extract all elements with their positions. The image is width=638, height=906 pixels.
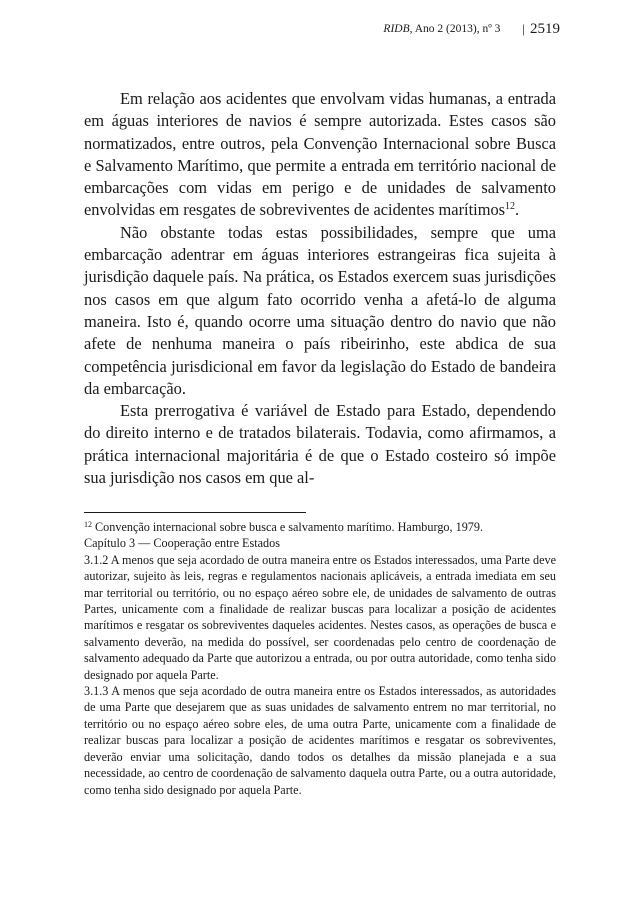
paragraph-2: Não obstante todas estas possibilidades, sempre que uma embarcação adentrar em águas interiores estrangeiras fica sujeita à jurisdição daquele país. Na prática, os Estados exercem suas jurisdições nos casos em que algum fato ocorrido venha a afetá-lo de alguma maneira. Isto é, quando ocorre uma situação dentro do navio que não afete de nenhuma maneira o país ribeirinho, este abdica de sua competência jurisdicional em favor da legislação do Estado de bandeira da embarcação. (84, 222, 556, 398)
journal-abbreviation: RIDB (383, 23, 410, 35)
footnote-separator (84, 512, 306, 513)
journal-citation (383, 23, 500, 35)
paragraph-1-end: . (515, 200, 520, 220)
journal-issue: , Ano 2 (2013), nº 3 (409, 23, 501, 35)
footnote-title: Convenção internacional sobre busca e salvamento marítimo. Hamburgo, 1979. (92, 520, 484, 534)
header-separator: | (522, 21, 525, 36)
paragraph-1-text: Em relação aos acidentes que envolvam vidas humanas, a entrada em águas interiores de navios é sempre autorizada. Estes casos são normatizados, entre outros, pela Convenção Internacional sobre Busca e Salvamento Marítimo, que permite a entrada em território nacional de embarcações com vidas em perigo e de unidades de salvamento envolvidas em resgates de sobreviventes de acidentes marítimos (84, 89, 556, 220)
footnote-article-3-1-2: 3.1.2 A menos que seja acordado de outra maneira entre os Estados interessados, uma Parte deve autorizar, sujeito às leis, regras e regulamentos nacionais aplicáveis, a entrada imediata em seu mar territorial ou território, ou no espaço aéreo sobre ele, de unidades de salvamento de outras Partes, unicamente com a finalidade de realizar buscas para localizar a posição de acidentes marítimos e resgatar os sobreviventes daqueles acidentes. Nestes casos, as operações de busca e salvamento deverão, na medida do possível, ser coordenadas pelo centro de coordenação de salvamento adequado da Parte que autorizou a entrada, ou por outra autoridade, como tenha sido designado por aquela Parte. (84, 552, 556, 682)
main-text (84, 88, 556, 489)
paragraph-3: Esta prerrogativa é variável de Estado para Estado, dependendo do direito interno e de tratados bilaterais. Todavia, como afirmamos, a prática internacional majoritária é de que o Estado costeiro só impõe sua jurisdição nos casos em que al- (84, 401, 556, 488)
footnote-12 (84, 519, 556, 535)
running-header (330, 18, 560, 40)
footnote-article-3-1-3: 3.1.3 A menos que seja acordado de outra maneira entre os Estados interessados, as autoridades de uma Parte que desejarem que as suas unidades de salvamento entrem no mar territorial, no território ou no espaço aéreo sobre eles, de uma outra Parte, unicamente com a finalidade de realizar buscas para localizar a posição de acidentes marítimos e resgatar os sobreviventes, deverão enviar uma solicitação, dando todos os detalhes da missão planejada e a sua necessidade, ao centro de coordenação de salvamento daquela outra Parte, ou a outra autoridade, como tenha sido designado por aquela Parte. (84, 684, 556, 797)
footnote-chapter: Capítulo 3 ― Cooperação entre Estados (84, 536, 280, 551)
footnote-marker: 12 (84, 520, 92, 529)
footnote-area (84, 519, 556, 798)
page-number: 2519 (530, 20, 560, 37)
paragraph-1 (84, 88, 556, 222)
footnote-reference-12[interactable]: 12 (505, 201, 516, 213)
